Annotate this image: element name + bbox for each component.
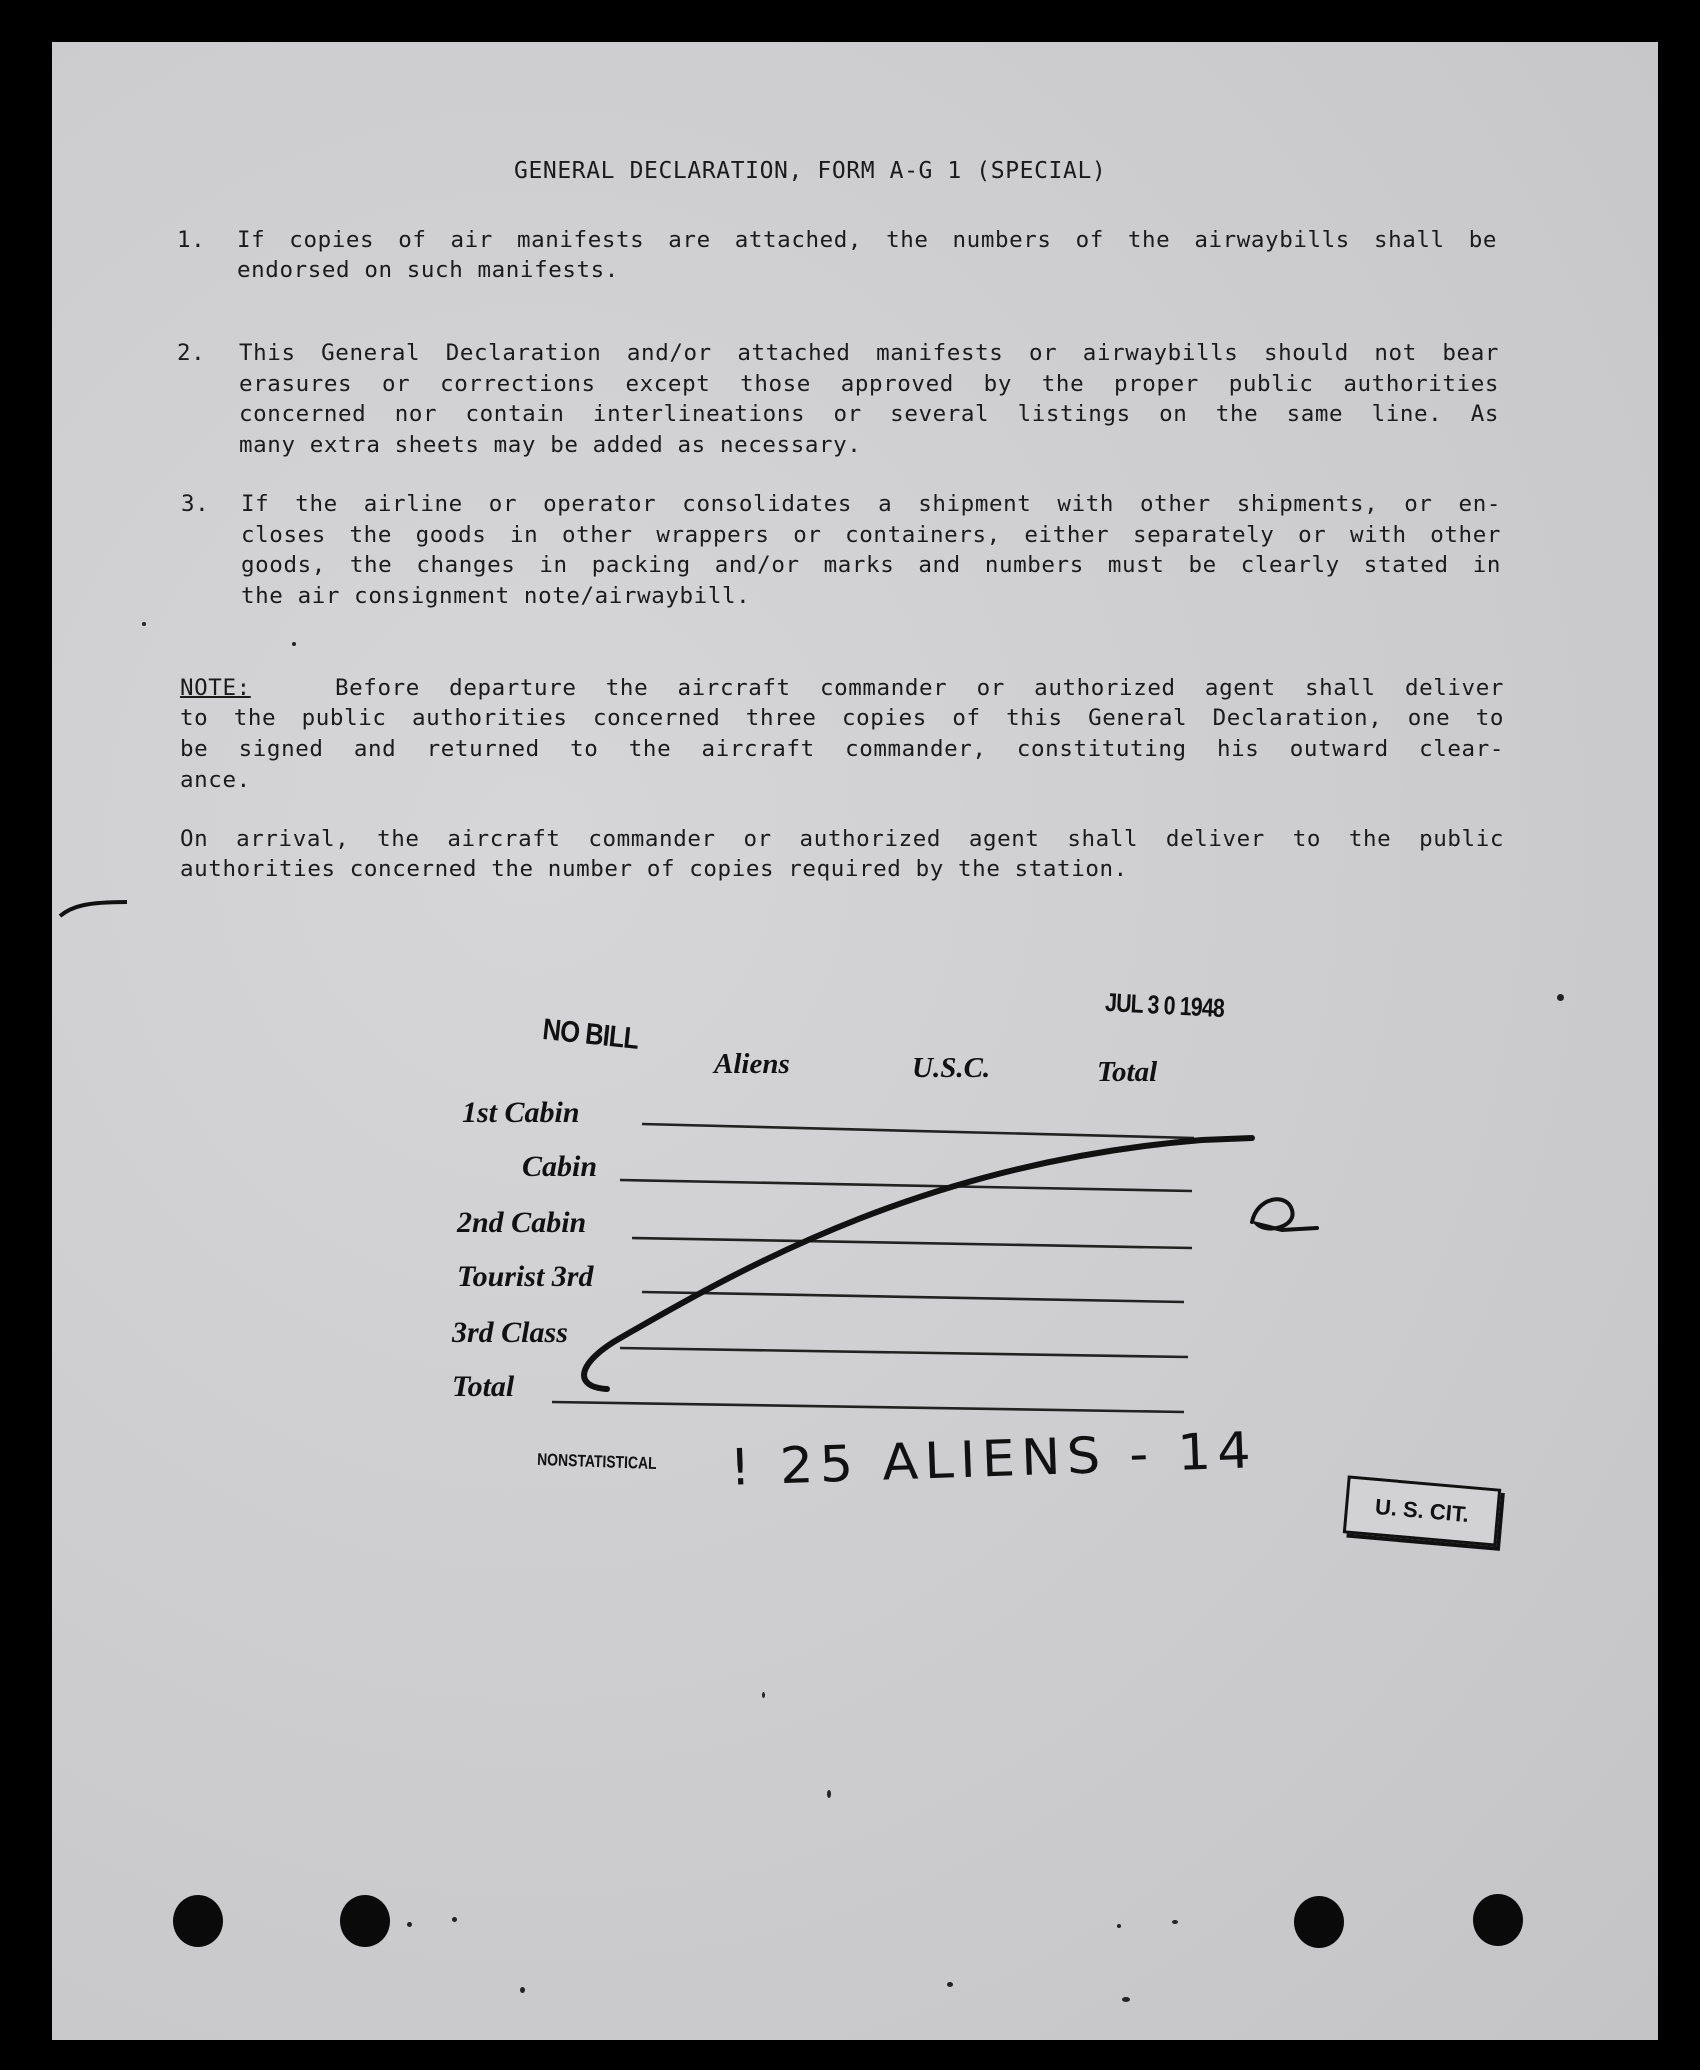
scan-speck bbox=[1117, 1924, 1121, 1928]
row-rule bbox=[620, 1348, 1188, 1357]
scan-speck bbox=[452, 1917, 457, 1922]
document-page bbox=[52, 42, 1658, 2040]
row-rule bbox=[642, 1292, 1184, 1302]
note-line: Before departure the aircraft commander or authorized agent shall deliver bbox=[335, 675, 1504, 701]
scan-speck bbox=[407, 1922, 412, 1927]
punch-hole bbox=[173, 1895, 223, 1947]
item-line: erasures or corrections except those approved by the proper public authorities bbox=[239, 371, 1499, 397]
column-header-aliens: Aliens bbox=[714, 1048, 790, 1080]
note-line: to the public authorities concerned three copies of this General Declaration, one to bbox=[180, 705, 1504, 731]
handwritten-initial bbox=[1252, 1199, 1317, 1230]
table-rules bbox=[52, 42, 1658, 2040]
row-label-3rd-class: 3rd Class bbox=[452, 1316, 568, 1349]
punch-hole bbox=[1473, 1894, 1523, 1946]
scan-speck bbox=[947, 1982, 953, 1987]
handwritten-cancel-stroke bbox=[584, 1138, 1252, 1389]
form-title: GENERAL DECLARATION, FORM A-G 1 (SPECIAL) bbox=[514, 158, 1107, 184]
item-number: 1. bbox=[177, 227, 206, 253]
us-cit-stamp-text: U. S. CIT. bbox=[1374, 1493, 1471, 1528]
scan-speck bbox=[292, 642, 296, 646]
row-rule bbox=[642, 1124, 1194, 1138]
row-label-1st-cabin: 1st Cabin bbox=[462, 1096, 580, 1129]
item-number: 3. bbox=[181, 491, 210, 517]
arrival-line: On arrival, the aircraft commander or authorized agent shall deliver to the public bbox=[180, 826, 1504, 852]
row-rule bbox=[552, 1402, 1184, 1412]
date-stamp: JUL 3 0 1948 bbox=[1104, 986, 1225, 1024]
handwritten-note: ! 25 ALIENS - 14 bbox=[728, 1421, 1258, 1497]
nonstatistical-stamp: NONSTATISTICAL bbox=[536, 1449, 657, 1474]
item-line: This General Declaration and/or attached manifests or airwaybills should not bear bbox=[239, 340, 1499, 366]
column-header-usc: U.S.C. bbox=[912, 1052, 991, 1084]
item-line: goods, the changes in packing and/or marks and numbers must be clearly stated in bbox=[241, 552, 1501, 578]
item-line: concerned nor contain interlineations or several listings on the same line. As bbox=[239, 401, 1499, 427]
note-line: ance. bbox=[180, 767, 251, 793]
scan-speck bbox=[1557, 994, 1564, 1001]
scan-speck bbox=[1122, 1997, 1130, 2002]
arrival-line: authorities concerned the number of copies required by the station. bbox=[180, 856, 1128, 882]
punch-hole bbox=[340, 1895, 390, 1947]
item-line: If the airline or operator consolidates a shipment with other shipments, or en- bbox=[241, 491, 1501, 517]
no-bill-stamp: NO BILL bbox=[541, 1013, 641, 1056]
note-line: be signed and returned to the aircraft commander, constituting his outward clear- bbox=[180, 736, 1504, 762]
item-line: closes the goods in other wrappers or containers, either separately or with other bbox=[241, 522, 1501, 548]
scan-speck bbox=[827, 1790, 831, 1798]
item-line: the air consignment note/airwaybill. bbox=[241, 583, 751, 609]
row-rule bbox=[632, 1238, 1192, 1248]
scan-speck bbox=[142, 622, 146, 626]
item-line: If copies of air manifests are attached, the numbers of the airwaybills shall be bbox=[237, 227, 1497, 253]
column-header-total: Total bbox=[1097, 1056, 1158, 1088]
row-label-2nd-cabin: 2nd Cabin bbox=[457, 1206, 587, 1239]
scan-speck bbox=[520, 1987, 525, 1993]
scan-speck bbox=[762, 1692, 765, 1698]
row-label-cabin: Cabin bbox=[522, 1150, 598, 1183]
item-line: endorsed on such manifests. bbox=[237, 257, 619, 283]
row-label-tourist-3rd: Tourist 3rd bbox=[457, 1260, 594, 1293]
item-line: many extra sheets may be added as necessary. bbox=[239, 432, 862, 458]
scan-speck bbox=[1172, 1920, 1178, 1924]
punch-hole bbox=[1294, 1896, 1344, 1948]
item-number: 2. bbox=[177, 340, 206, 366]
row-label-total: Total bbox=[452, 1370, 515, 1403]
margin-mark bbox=[60, 902, 127, 916]
note-label: NOTE: bbox=[180, 675, 251, 701]
row-rule bbox=[620, 1180, 1192, 1191]
